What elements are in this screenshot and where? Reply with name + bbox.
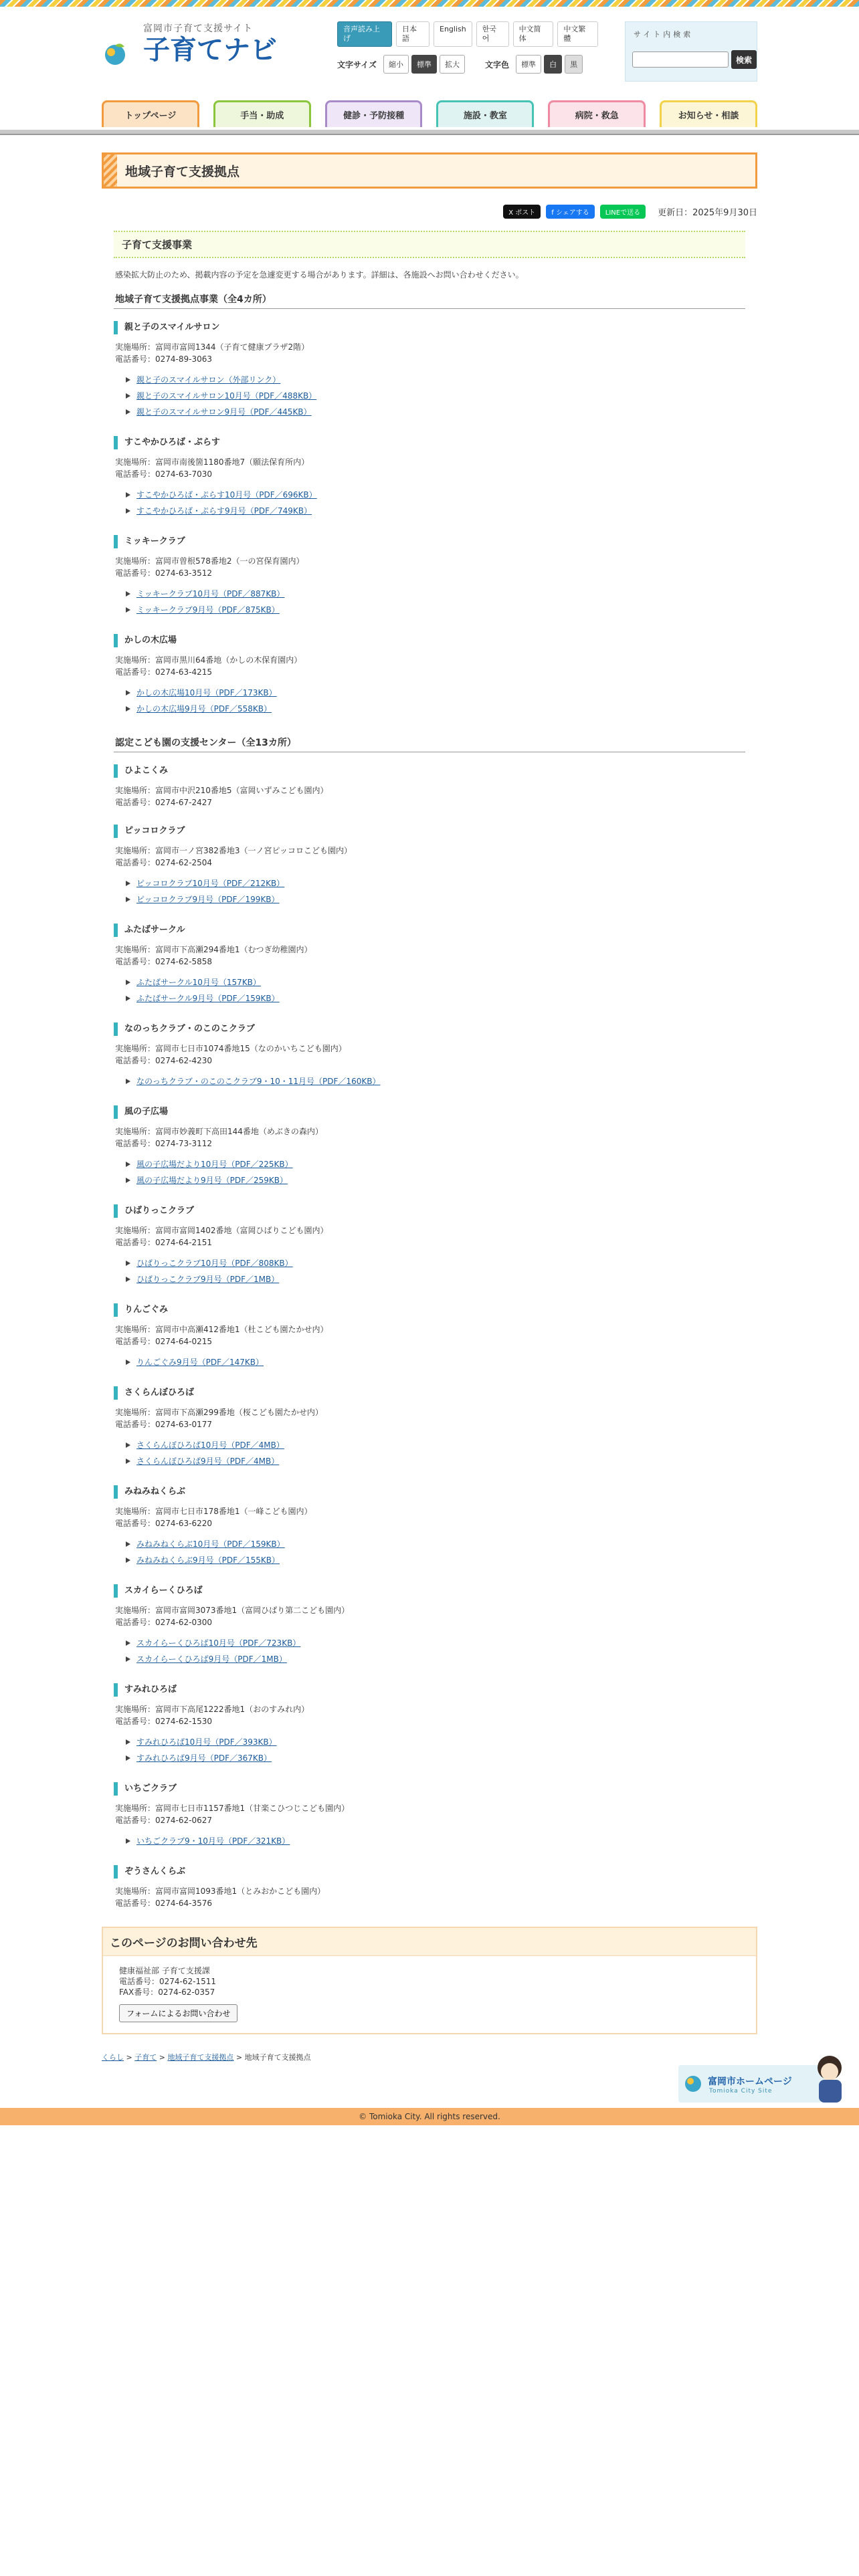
facility-info	[115, 1323, 745, 1348]
lang-english[interactable]: English	[434, 21, 472, 47]
facility-name: みねみねくらぶ	[114, 1485, 745, 1499]
lang-chinese-simplified[interactable]: 中文简体	[513, 21, 554, 47]
breadcrumb-link[interactable]: 子育て	[134, 2053, 157, 2062]
pdf-link[interactable]: すこやかひろば・ぷらす10月号（PDF／696KB）	[136, 490, 317, 500]
link-item	[126, 1073, 745, 1089]
facility-place: 実施場所：富岡市一ノ宮382番地3（一ノ宮ピッコロこども園内）	[115, 846, 353, 855]
nav-allowance[interactable]: 手当・助成	[213, 100, 311, 127]
facility-tel: 電話番号：0274-62-0627	[115, 1816, 213, 1825]
facility-name: ピッコロクラブ	[114, 825, 745, 838]
facility-name: 親と子のスマイルサロン	[114, 321, 745, 334]
nav-hospital[interactable]: 病院・救急	[548, 100, 646, 127]
facility-tel: 電話番号：0274-89-3063	[115, 354, 213, 364]
pdf-link[interactable]: 親と子のスマイルサロン（外部リンク）	[136, 375, 281, 385]
link-item	[126, 1833, 745, 1849]
facility-block	[114, 1683, 745, 1766]
font-size-large-button[interactable]: 拡大	[440, 55, 465, 74]
link-item	[126, 974, 745, 990]
facility-name: ふたばサークル	[114, 924, 745, 937]
facility-place: 実施場所：富岡市下高瀬299番地（桜こども園たかせ内）	[115, 1408, 323, 1417]
facility-name: なのっちクラブ・のこのこクラブ	[114, 1023, 745, 1036]
link-item	[126, 1651, 745, 1667]
facility-name: スカイらーくひろば	[114, 1584, 745, 1598]
facility-info	[115, 784, 745, 809]
facility-links	[126, 1635, 745, 1667]
link-item	[126, 388, 745, 404]
color-normal-button[interactable]: 標準	[516, 55, 541, 74]
inquiry-fax: FAX番号：0274-62-0357	[119, 1988, 215, 1997]
facility-block	[114, 634, 745, 717]
pdf-link[interactable]: スカイらーくひろば9月号（PDF／1MB）	[136, 1654, 287, 1664]
pdf-link[interactable]: かしの木広場10月号（PDF／173KB）	[136, 688, 277, 697]
link-item	[126, 1734, 745, 1750]
facility-block	[114, 535, 745, 618]
facility-info	[115, 1406, 745, 1430]
facility-tel: 電話番号：0274-62-2504	[115, 858, 213, 867]
facility-tel: 電話番号：0274-63-4215	[115, 667, 213, 677]
facility-tel: 電話番号：0274-64-0215	[115, 1337, 213, 1346]
facility-place: 実施場所：富岡市七日市1074番地15（なのかいちこども園内）	[115, 1044, 347, 1053]
global-nav	[102, 100, 757, 130]
facility-tel: 電話番号：0274-62-4230	[115, 1056, 213, 1065]
breadcrumb-link[interactable]: 地域子育て支援拠点	[167, 2053, 234, 2062]
font-size-label: 文字サイズ	[337, 60, 377, 70]
facility-info	[115, 555, 745, 579]
site-logo[interactable]	[102, 21, 277, 66]
share-facebook-button[interactable]: f シェアする	[546, 205, 595, 219]
search-title: サイト内検索	[634, 30, 694, 39]
pdf-link[interactable]: すこやかひろば・ぷらす9月号（PDF／749KB）	[136, 506, 312, 516]
city-site-banner[interactable]	[678, 2049, 852, 2108]
share-line-button[interactable]: LINEで送る	[600, 205, 646, 219]
facility-links	[126, 1536, 745, 1568]
facility-place: 実施場所：富岡市七日市1157番地1（甘楽こひつじこども園内）	[115, 1804, 350, 1813]
language-row	[337, 21, 598, 47]
display-settings	[337, 55, 598, 74]
facility-name: いちごクラブ	[114, 1782, 745, 1796]
facility-place: 実施場所：富岡市富岡1344（子育て健康プラザ2階）	[115, 342, 310, 352]
facility-tel: 電話番号：0274-73-3112	[115, 1139, 213, 1148]
facility-info	[115, 1703, 745, 1727]
pdf-link[interactable]: スカイらーくひろば10月号（PDF／723KB）	[136, 1638, 301, 1648]
facility-block	[114, 1485, 745, 1568]
facility-info	[115, 341, 745, 365]
facility-place: 実施場所：富岡市中沢210番地5（富岡いずみこども園内）	[115, 786, 328, 795]
site-tagline: 富岡市子育て支援サイト	[143, 23, 254, 34]
facility-name: ひよこくみ	[114, 764, 745, 778]
footer-copyright: © Tomioka City. All rights reserved.	[0, 2108, 859, 2125]
facility-place: 実施場所：富岡市南後箇1180番地7（願法保育所内）	[115, 457, 310, 467]
facility-name: さくらんぼひろば	[114, 1386, 745, 1400]
facility-links	[126, 487, 745, 519]
facility-links	[126, 372, 745, 420]
lang-korean[interactable]: 한국어	[476, 21, 509, 47]
facility-tel: 電話番号：0274-64-2151	[115, 1238, 213, 1247]
pdf-link[interactable]: なのっちクラブ・のこのこクラブ9・10・11月号（PDF／160KB）	[136, 1077, 381, 1086]
nav-divider	[0, 130, 859, 135]
facility-block	[114, 924, 745, 1006]
pdf-link[interactable]: さくらんぼひろば10月号（PDF／4MB）	[136, 1440, 284, 1450]
page-title: 地域子育て支援拠点	[125, 164, 240, 179]
facility-name: ぞうさんくらぶ	[114, 1865, 745, 1879]
facility-info	[115, 1125, 745, 1150]
read-aloud-button[interactable]: 音声読み上げ	[337, 21, 392, 47]
facility-name: ミッキークラブ	[114, 535, 745, 548]
facility-tel: 電話番号：0274-64-3576	[115, 1899, 213, 1908]
facility-name: りんごぐみ	[114, 1303, 745, 1317]
facility-tel: 電話番号：0274-62-0300	[115, 1618, 213, 1627]
pdf-link[interactable]: りんごぐみ9月号（PDF／147KB）	[136, 1358, 264, 1367]
page-title-box	[102, 152, 757, 189]
nav-news[interactable]: お知らせ・相談	[660, 100, 757, 127]
pdf-link[interactable]: いちごクラブ9・10月号（PDF／321KB）	[136, 1836, 290, 1846]
facility-links	[126, 1255, 745, 1287]
link-item	[126, 875, 745, 891]
facility-links	[126, 875, 745, 907]
facility-block	[114, 764, 745, 809]
title-stripe	[104, 154, 117, 187]
section-title: 子育て支援事業	[114, 231, 745, 258]
facility-block	[114, 1584, 745, 1667]
facility-block	[114, 436, 745, 519]
pdf-link[interactable]: みねみねくらぶ9月号（PDF／155KB）	[136, 1555, 280, 1565]
facility-place: 実施場所：富岡市富岡1402番地（富岡ひばりこども園内）	[115, 1226, 328, 1235]
pdf-link[interactable]: 親と子のスマイルサロン9月号（PDF／445KB）	[136, 407, 312, 417]
facility-block	[114, 1303, 745, 1370]
pdf-link[interactable]: ふたばサークル10月号（157KB）	[136, 978, 261, 987]
facility-place: 実施場所：富岡市七日市178番地1（一峰こども園内）	[115, 1507, 312, 1516]
inquiry-dept: 健康福祉部 子育て支援課	[119, 1966, 210, 1975]
banner-title: 富岡市ホームページ	[708, 2076, 792, 2087]
inquiry-form-button[interactable]: フォームによるお問い合わせ	[119, 2004, 237, 2022]
facility-tel: 電話番号：0274-63-7030	[115, 469, 213, 479]
facility-info	[115, 654, 745, 678]
facility-name: かしの木広場	[114, 634, 745, 647]
facility-links	[126, 685, 745, 717]
facility-place: 実施場所：富岡市下高尾1222番地1（おのすみれ内）	[115, 1705, 310, 1714]
facility-info	[115, 1604, 745, 1628]
facility-block	[114, 1865, 745, 1909]
facility-info	[115, 1224, 745, 1249]
pdf-link[interactable]: ミッキークラブ10月号（PDF／887KB）	[136, 589, 285, 599]
link-item	[126, 372, 745, 388]
facility-place: 実施場所：富岡市下高瀬294番地1（むつぎ幼稚園内）	[115, 945, 312, 954]
color-black-button[interactable]: 黒	[565, 55, 583, 74]
facility-tel: 電話番号：0274-63-0177	[115, 1420, 213, 1429]
facility-name: すこやかひろば・ぷらす	[114, 436, 745, 449]
link-item	[126, 1635, 745, 1651]
updated-date: 更新日：2025年9月30日	[658, 208, 757, 218]
pdf-link[interactable]: さくらんぼひろば9月号（PDF／4MB）	[136, 1457, 280, 1466]
pdf-link[interactable]: すみれひろば9月号（PDF／367KB）	[136, 1753, 272, 1763]
pdf-link[interactable]: ひばりっこクラブ10月号（PDF／808KB）	[136, 1259, 293, 1268]
link-item	[126, 602, 745, 618]
main-content	[102, 231, 757, 1909]
link-item	[126, 891, 745, 907]
pdf-link[interactable]: かしの木広場9月号（PDF／558KB）	[136, 704, 272, 714]
color-white-button[interactable]: 白	[544, 55, 562, 74]
facility-links	[126, 586, 745, 618]
link-item	[126, 503, 745, 519]
search-button[interactable]: 検索	[731, 50, 757, 69]
facility-name: 風の子広場	[114, 1105, 745, 1119]
color-label: 文字色	[485, 60, 510, 70]
facility-block	[114, 1386, 745, 1469]
facility-place: 実施場所：富岡市中高瀬412番地1（杜こども園たかせ内）	[115, 1325, 328, 1334]
link-item	[126, 1437, 745, 1453]
facility-name: すみれひろば	[114, 1683, 745, 1697]
search-input[interactable]	[632, 51, 729, 68]
facility-tel: 電話番号：0274-62-1530	[115, 1717, 213, 1726]
inquiry-tel: 電話番号：0274-62-1511	[119, 1977, 217, 1986]
link-item	[126, 1354, 745, 1370]
facility-info	[115, 845, 745, 869]
logo-mark-icon	[102, 40, 128, 67]
link-item	[126, 1750, 745, 1766]
link-item	[126, 1552, 745, 1568]
facility-links	[126, 1734, 745, 1766]
breadcrumb: くらし > 子育て > 地域子育て支援拠点 > 地域子育て支援拠点	[102, 2053, 311, 2062]
facility-tel: 電話番号：0274-63-3512	[115, 568, 213, 578]
facility-info	[115, 1505, 745, 1529]
pdf-link[interactable]: ミッキークラブ9月号（PDF／875KB）	[136, 605, 280, 615]
group1-list	[114, 321, 745, 717]
facility-block	[114, 825, 745, 907]
facility-info	[115, 1043, 745, 1067]
lang-chinese-traditional[interactable]: 中文繁體	[557, 21, 598, 47]
facility-place: 実施場所：富岡市妙義町下高田144番地（めぶきの森内）	[115, 1127, 323, 1136]
font-size-small-button[interactable]: 縮小	[383, 55, 409, 74]
share-x-button[interactable]: X ポスト	[503, 205, 541, 219]
link-item	[126, 701, 745, 717]
site-name: 子育てナビ	[143, 35, 277, 66]
facility-block	[114, 321, 745, 420]
group2-list	[114, 764, 745, 1909]
notice-text: 感染拡大防止のため、掲載内容の予定を急遽変更する場合があります。詳細は、各施設へお問い合わせください。	[115, 270, 524, 280]
pdf-link[interactable]: ピッコロクラブ9月号（PDF／199KB）	[136, 895, 280, 904]
facility-links	[126, 1073, 745, 1089]
inquiry-box	[102, 1927, 757, 2034]
link-item	[126, 1255, 745, 1271]
facility-links	[126, 1437, 745, 1469]
nav-facilities[interactable]: 施設・教室	[436, 100, 534, 127]
top-stripe	[0, 0, 859, 7]
breadcrumb-current: 地域子育て支援拠点	[244, 2053, 311, 2062]
nav-checkup[interactable]: 健診・予防接種	[325, 100, 423, 127]
facility-block	[114, 1782, 745, 1849]
group1-title: 地域子育て支援拠点事業（全4カ所）	[114, 290, 745, 309]
facility-tel: 電話番号：0274-67-2427	[115, 798, 213, 807]
facility-place: 実施場所：富岡市曽根578番地2（一の宮保育園内）	[115, 556, 304, 566]
link-item	[126, 1271, 745, 1287]
utility-bar	[337, 21, 598, 74]
facility-info	[115, 1885, 745, 1909]
facility-place: 実施場所：富岡市富岡3073番地1（富岡ひばり第二こども園内）	[115, 1606, 350, 1615]
facility-links	[126, 1156, 745, 1188]
facility-info	[115, 1802, 745, 1826]
link-item	[126, 404, 745, 420]
link-item	[126, 1156, 745, 1172]
group2-title: 認定こども園の支援センター（全13カ所）	[114, 733, 745, 752]
facility-links	[126, 1354, 745, 1370]
inquiry-title: このページのお問い合わせ先	[103, 1928, 756, 1956]
link-item	[126, 586, 745, 602]
site-search	[625, 21, 757, 82]
facility-links	[126, 1833, 745, 1849]
pdf-link[interactable]: ふたばサークル9月号（PDF／159KB）	[136, 994, 280, 1003]
link-item	[126, 1172, 745, 1188]
link-item	[126, 487, 745, 503]
pdf-link[interactable]: ひばりっこクラブ9月号（PDF／1MB）	[136, 1275, 280, 1284]
pdf-link[interactable]: すみれひろば10月号（PDF／393KB）	[136, 1737, 277, 1747]
facility-place: 実施場所：富岡市黒川64番地（かしの木保育園内）	[115, 655, 302, 665]
facility-place: 実施場所：富岡市富岡1093番地1（とみおかこども園内）	[115, 1887, 326, 1896]
facility-name: ひばりっこクラブ	[114, 1204, 745, 1218]
facility-tel: 電話番号：0274-62-5858	[115, 957, 213, 966]
facility-links	[126, 974, 745, 1006]
pdf-link[interactable]: 親と子のスマイルサロン10月号（PDF／488KB）	[136, 391, 317, 401]
pdf-link[interactable]: みねみねくらぶ10月号（PDF／159KB）	[136, 1539, 285, 1549]
link-item	[126, 685, 745, 701]
pdf-link[interactable]: ピッコロクラブ10月号（PDF／212KB）	[136, 879, 285, 888]
facility-block	[114, 1204, 745, 1287]
banner-subtitle: Tomioka City Site	[709, 2088, 773, 2095]
breadcrumb-link[interactable]: くらし	[102, 2053, 124, 2062]
facility-info	[115, 456, 745, 480]
facility-tel: 電話番号：0274-63-6220	[115, 1519, 213, 1528]
font-size-normal-button[interactable]: 標準	[411, 55, 437, 74]
link-item	[126, 990, 745, 1006]
link-item	[126, 1453, 745, 1469]
facility-block	[114, 1023, 745, 1089]
nav-top[interactable]: トップページ	[102, 100, 199, 127]
site-header	[102, 7, 757, 100]
share-row	[102, 205, 757, 219]
pdf-link[interactable]: 風の子広場だより10月号（PDF／225KB）	[136, 1160, 293, 1169]
pdf-link[interactable]: 風の子広場だより9月号（PDF／259KB）	[136, 1176, 288, 1185]
link-item	[126, 1536, 745, 1552]
lang-japanese[interactable]: 日本語	[396, 21, 430, 47]
facility-info	[115, 944, 745, 968]
facility-block	[114, 1105, 745, 1188]
